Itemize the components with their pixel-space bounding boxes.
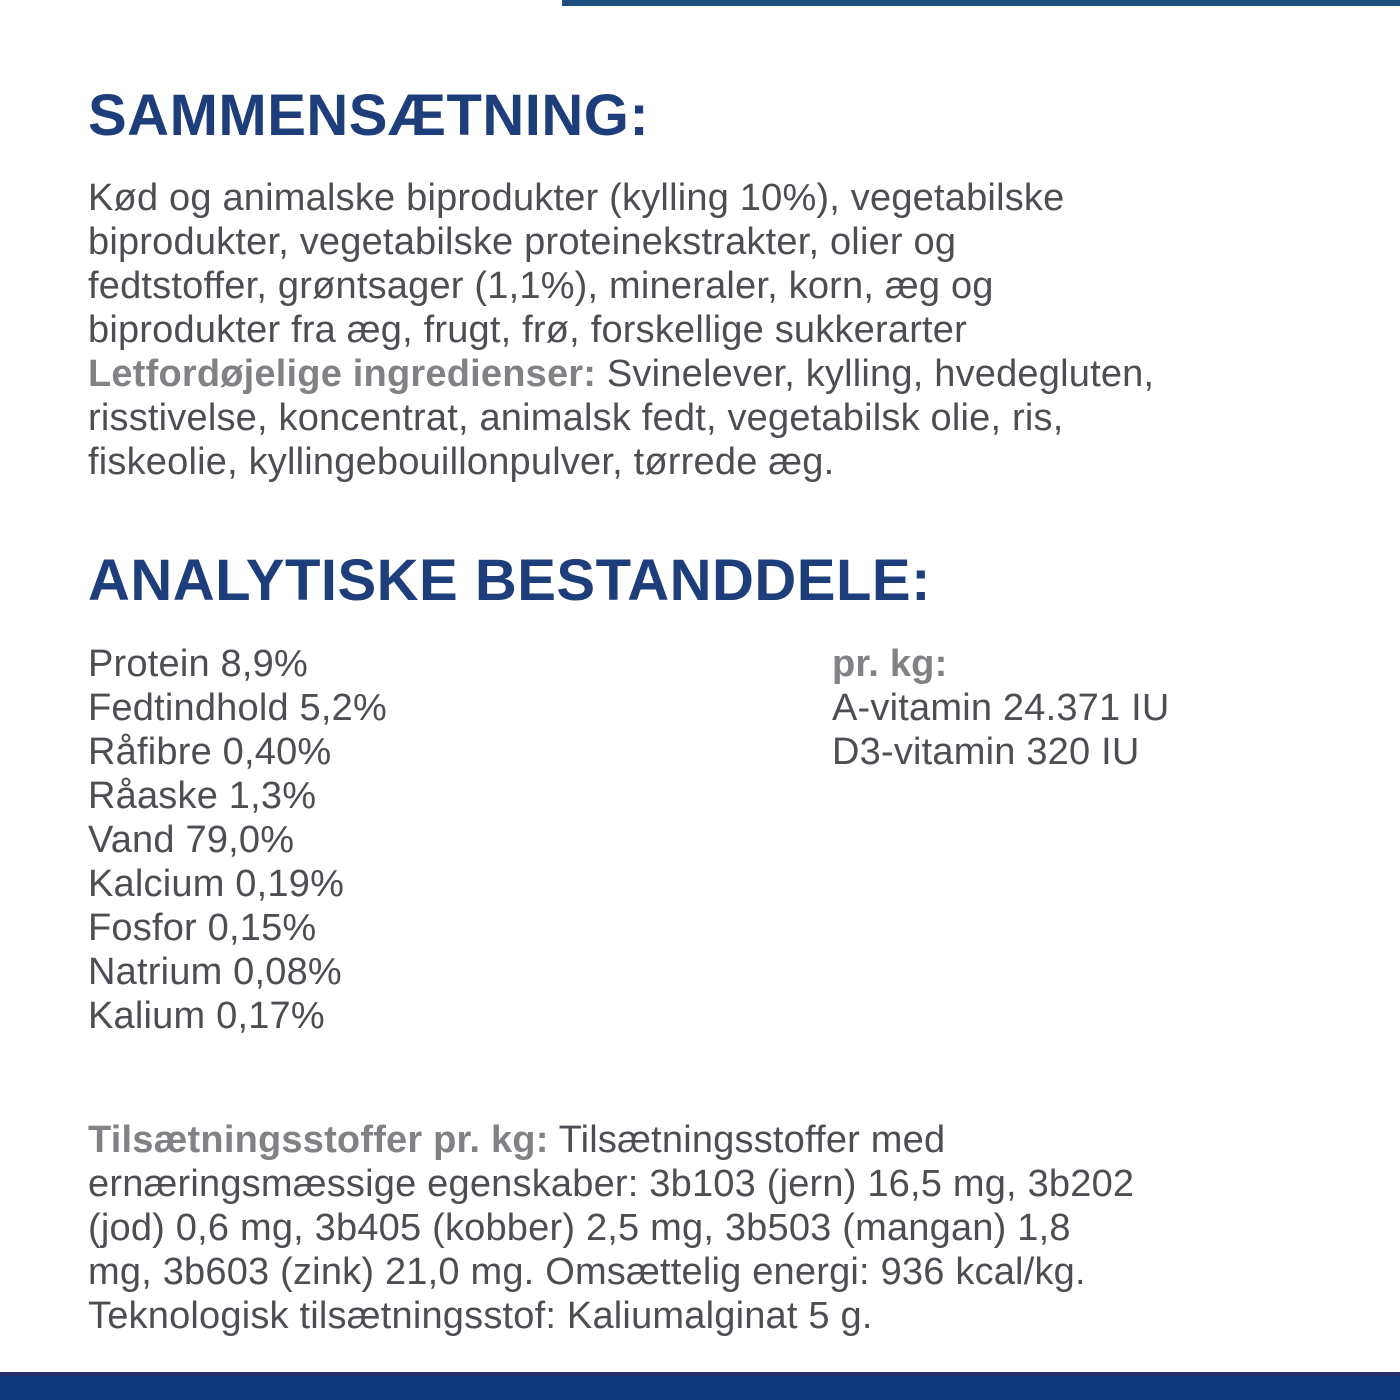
additives-first-line	[88, 1118, 1134, 1162]
bottom-accent-bar	[0, 1372, 1400, 1400]
top-accent-bar	[562, 0, 1400, 6]
additives-per-kg-label: Tilsætningsstoffer pr. kg:	[88, 1119, 549, 1161]
analytical-item: Fosfor 0,15%	[88, 907, 317, 949]
composition-line: fedtstoffer, grøntsager (1,1%), mineraler, korn, æg og	[88, 265, 994, 307]
analytical-item: Fedtindhold 5,2%	[88, 687, 387, 729]
composition-line: fiskeolie, kyllingebouillonpulver, tørrede æg.	[88, 441, 835, 483]
digestible-ingredients-label: Letfordøjelige ingredienser:	[88, 353, 597, 395]
composition-digestible-line	[88, 352, 1154, 396]
additives-line: (jod) 0,6 mg, 3b405 (kobber) 2,5 mg, 3b503 (mangan) 1,8	[88, 1207, 1071, 1249]
analytical-item: Råfibre 0,40%	[88, 731, 332, 773]
per-kg-label: pr. kg:	[832, 643, 948, 685]
additives-line: Teknologisk tilsætningsstof: Kaliumalginat 5 g.	[88, 1295, 873, 1337]
composition-line: biprodukter fra æg, frugt, frø, forskellige sukkerarter	[88, 309, 967, 351]
composition-line: risstivelse, koncentrat, animalsk fedt, vegetabilsk olie, ris,	[88, 397, 1064, 439]
composition-heading: SAMMENSÆTNING:	[88, 83, 650, 148]
additives-first-line-text: Tilsætningsstoffer med	[548, 1119, 946, 1161]
vitamins-per-kg-column	[832, 642, 1170, 774]
analytical-item: Kalcium 0,19%	[88, 863, 345, 905]
additives-paragraph	[88, 1118, 1134, 1338]
vitamin-item: A-vitamin 24.371 IU	[832, 687, 1170, 729]
analytical-item: Protein 8,9%	[88, 643, 308, 685]
additives-line: mg, 3b603 (zink) 21,0 mg. Omsættelig energi: 936 kcal/kg.	[88, 1251, 1086, 1293]
analytical-item: Natrium 0,08%	[88, 951, 342, 993]
analytical-item: Råaske 1,3%	[88, 775, 317, 817]
analytical-constituents-heading: ANALYTISKE BESTANDDELE:	[88, 548, 931, 613]
vitamin-item: D3-vitamin 320 IU	[832, 731, 1140, 773]
analytical-item: Vand 79,0%	[88, 819, 295, 861]
analytical-item: Kalium 0,17%	[88, 995, 325, 1037]
additives-line: ernæringsmæssige egenskaber: 3b103 (jern) 16,5 mg, 3b202	[88, 1163, 1135, 1205]
composition-paragraph	[88, 176, 1154, 484]
digestible-ingredients-text: Svinelever, kylling, hvedegluten,	[596, 353, 1155, 395]
composition-line: biprodukter, vegetabilske proteinekstrakter, olier og	[88, 221, 957, 263]
analytical-constituents-list	[88, 642, 387, 1038]
composition-line: Kød og animalske biprodukter (kylling 10%), vegetabilske	[88, 177, 1065, 219]
